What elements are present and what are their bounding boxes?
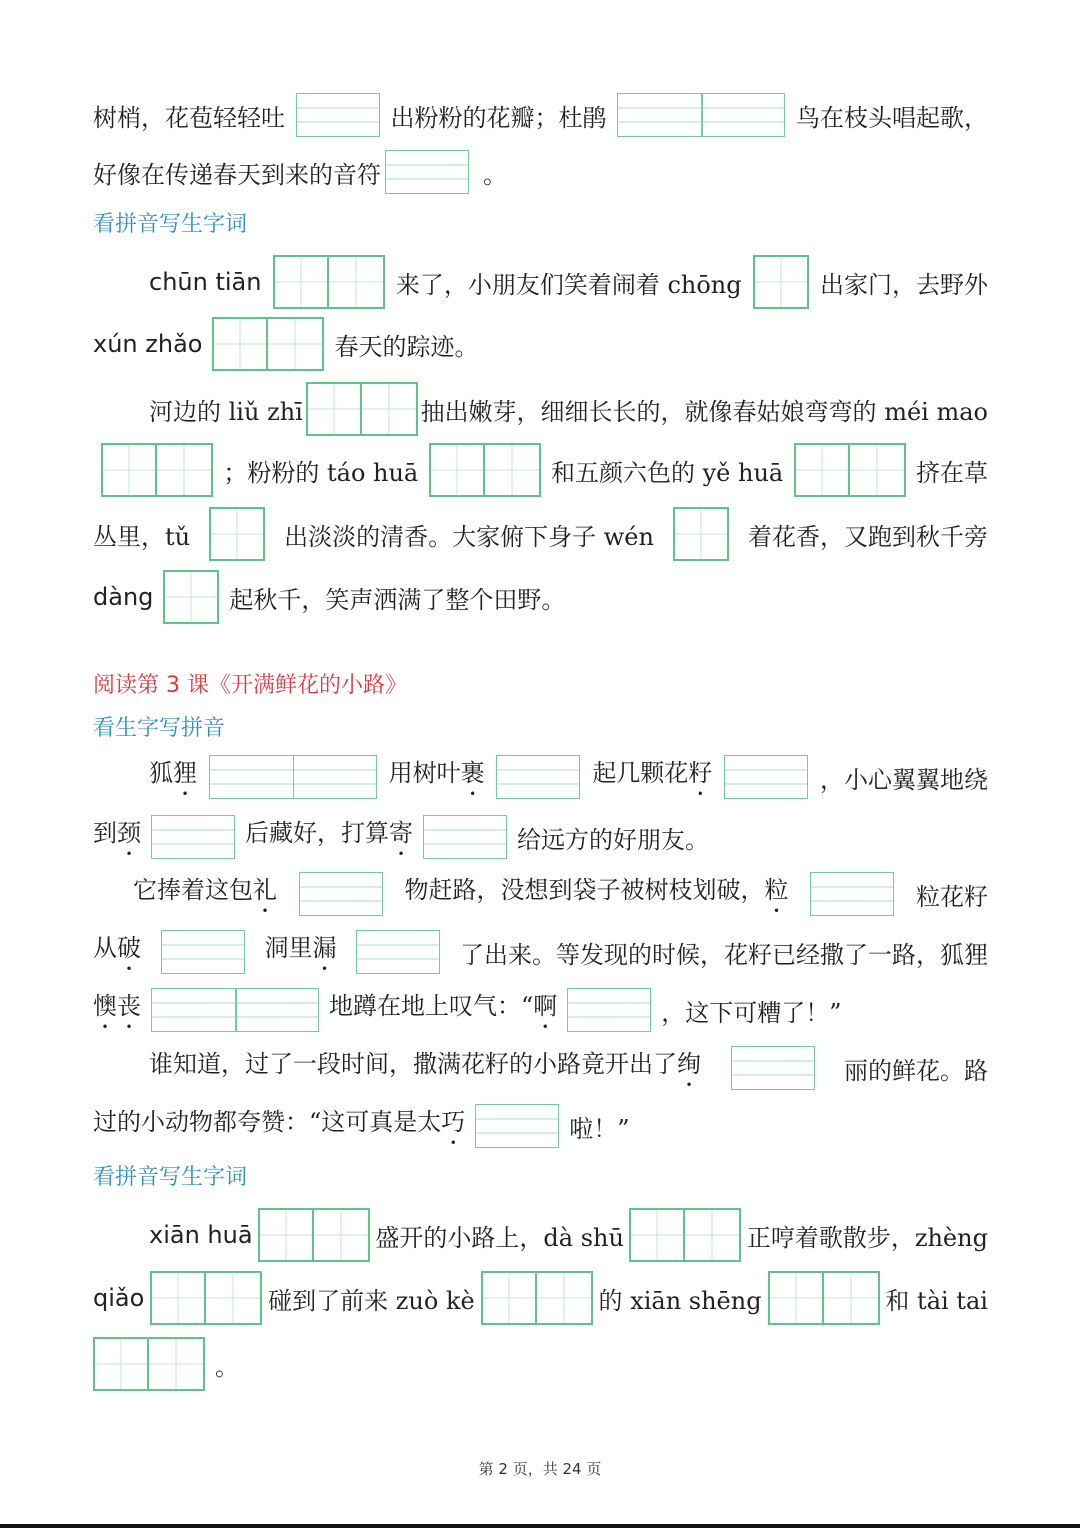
char-box[interactable] (629, 1208, 685, 1262)
sentence-line (93, 254, 988, 310)
target-char: 寄 (389, 819, 413, 847)
pinyin-prompt: qiǎo (93, 1284, 145, 1312)
sentence-line (93, 1270, 988, 1326)
text: 啦！” (569, 1114, 630, 1143)
sentence-line (93, 569, 988, 625)
char-grid[interactable] (209, 507, 265, 561)
pinyin-answer-box[interactable] (496, 755, 580, 799)
text: 抽出嫩芽，细细长长的，就像春姑娘弯弯的 méi mao (420, 397, 988, 426)
text: 着花香，又跑到秋千旁 (747, 522, 988, 551)
text: 的 xiān shēng (598, 1286, 762, 1315)
text: 碰到了前来 zuò kè (268, 1286, 475, 1315)
pinyin-prompt: xiān huā (149, 1221, 253, 1249)
text: 它捧着这包礼 (133, 876, 277, 904)
sentence-line (93, 1336, 988, 1392)
char-box[interactable] (685, 1208, 741, 1262)
char-grid[interactable] (212, 317, 324, 371)
char-box[interactable] (258, 1208, 314, 1262)
target-char: 狸 (173, 759, 197, 787)
target-char: 破 (117, 934, 141, 962)
char-grid[interactable] (258, 1208, 370, 1262)
sentence-line (93, 815, 988, 859)
char-box[interactable] (157, 443, 213, 497)
text: 来了，小朋友们笑着闹着 chōng (395, 270, 742, 299)
pinyin-answer-box[interactable] (161, 930, 245, 974)
text: 正哼着歌散步，zhèng (746, 1223, 988, 1252)
char-box[interactable] (314, 1208, 370, 1262)
text: ；粉粉的 táo huā (223, 458, 419, 487)
char-box[interactable] (93, 1337, 149, 1391)
char-box[interactable] (824, 1271, 880, 1325)
text: 好像在传递春天到来的音符 (93, 160, 381, 189)
pinyin-answer-box[interactable] (385, 150, 469, 194)
pinyin-answer-box[interactable] (567, 988, 651, 1032)
target-char: 颈 (117, 819, 141, 847)
text (93, 986, 141, 1034)
text: 盛开的小路上，dà shū (375, 1223, 624, 1252)
sentence-line (93, 1207, 988, 1263)
sentence-line (93, 1046, 988, 1090)
char-box[interactable] (481, 1271, 537, 1325)
char-box[interactable] (206, 1271, 262, 1325)
char-grid[interactable] (629, 1208, 741, 1262)
target-char: 丧 (117, 992, 141, 1020)
target-char: 懊 (93, 992, 117, 1020)
text: 起秋千，笑声洒满了整个田野。 (229, 585, 566, 614)
char-box[interactable] (212, 317, 268, 371)
target-char: 裹 (460, 759, 485, 787)
pinyin-answer-box[interactable] (423, 815, 507, 859)
target-char: 绚 (677, 1050, 701, 1078)
char-box[interactable] (163, 570, 219, 624)
text: 地蹲在地上叹气：“啊 (329, 992, 558, 1020)
char-grid[interactable] (481, 1271, 593, 1325)
char-box[interactable] (329, 255, 385, 309)
char-box[interactable] (273, 255, 329, 309)
char-grid[interactable] (306, 382, 418, 436)
char-box[interactable] (485, 443, 541, 497)
text: 从破 (93, 934, 141, 962)
text: 粒花籽 (916, 882, 988, 911)
text: 用树叶裹 (388, 759, 485, 787)
text: 河边的 liǔ zhī (149, 397, 303, 426)
sentence-line (93, 872, 988, 916)
text: 后藏好，打算寄 (245, 819, 413, 847)
text: 春天的踪迹。 (334, 332, 479, 361)
text: 过的小动物都夸赞：“这可真是太巧 (93, 1108, 466, 1136)
char-box[interactable] (850, 443, 906, 497)
char-box[interactable] (150, 1271, 206, 1325)
text: 和五颜六色的 yě huā (550, 458, 784, 487)
text: 鸟在枝头唱起歌， (796, 103, 988, 132)
text: 丛里，tǔ (93, 522, 191, 551)
pinyin-answer-box[interactable] (151, 988, 319, 1032)
sentence-line (93, 506, 988, 562)
pinyin-answer-box[interactable] (299, 872, 383, 916)
text: 了出来。等发现的时候，花籽已经撒了一路，狐狸 (460, 940, 988, 969)
text: 丽的鲜花。路 (844, 1056, 988, 1085)
text: 给远方的好朋友。 (517, 825, 709, 854)
pinyin-answer-box[interactable] (617, 93, 785, 137)
sentence-line (93, 93, 988, 137)
char-box[interactable] (673, 507, 729, 561)
text: 和 tài tai (885, 1286, 988, 1315)
text: 树梢，花苞轻轻吐 (93, 103, 285, 132)
text: 谁知道，过了一段时间，撒满花籽的小路竟开出了绚 (149, 1050, 701, 1078)
char-box[interactable] (429, 443, 485, 497)
char-box[interactable] (149, 1337, 205, 1391)
target-char: 巧 (441, 1108, 466, 1136)
sentence-line (93, 442, 988, 498)
pinyin-answer-box[interactable] (356, 930, 440, 974)
text: 到颈 (93, 819, 141, 847)
page-number: 第 2 页，共 24 页 (478, 1460, 602, 1478)
text: ，小心翼翼地绕 (819, 765, 988, 794)
sentence-line (93, 930, 988, 974)
text: 起几颗花籽 (592, 759, 713, 787)
char-grid[interactable] (101, 443, 213, 497)
pinyin-answer-box[interactable] (209, 755, 377, 799)
pinyin-answer-box[interactable] (731, 1046, 815, 1090)
char-grid[interactable] (429, 443, 541, 497)
text: 。 (483, 160, 507, 189)
text: 洞里漏 (264, 934, 337, 962)
sentence-line (93, 381, 988, 437)
char-grid[interactable] (163, 570, 219, 624)
lesson-title: 阅读第 3 课《开满鲜花的小路》 (93, 673, 407, 698)
char-grid[interactable] (794, 443, 906, 497)
text: 出淡淡的清香。大家俯下身子 wén (284, 522, 654, 551)
text: ，这下可糟了！” (661, 998, 842, 1027)
char-box[interactable] (768, 1271, 824, 1325)
text: 出家门，去野外 (820, 270, 988, 299)
pinyin-prompt: chūn tiān (149, 268, 262, 296)
char-box[interactable] (794, 443, 850, 497)
target-char: 粒 (764, 876, 789, 904)
text: 物赶路，没想到袋子被树枝划破，粒 (404, 876, 789, 904)
section-heading: 看生字写拼音 (93, 716, 226, 741)
text: 狐狸 (149, 759, 197, 787)
target-char: 礼 (253, 876, 277, 904)
sentence-line (93, 755, 988, 799)
char-grid[interactable] (93, 1337, 205, 1391)
sentence-line (93, 150, 988, 194)
char-box[interactable] (362, 382, 418, 436)
target-char: 籽 (688, 759, 713, 787)
sentence-line (93, 1104, 988, 1148)
pinyin-prompt: xún zhǎo (93, 330, 203, 358)
pinyin-answer-box[interactable] (296, 93, 380, 137)
target-char: 啊 (533, 992, 558, 1020)
char-box[interactable] (101, 443, 157, 497)
pinyin-answer-box[interactable] (475, 1104, 559, 1148)
char-box[interactable] (268, 317, 324, 371)
char-box[interactable] (537, 1271, 593, 1325)
text: 出粉粉的花瓣；杜鹃 (390, 103, 607, 132)
pinyin-prompt: dàng (93, 583, 154, 611)
text: 挤在草 (915, 458, 988, 487)
char-grid[interactable] (673, 507, 729, 561)
pinyin-answer-box[interactable] (810, 872, 894, 916)
char-grid[interactable] (768, 1271, 880, 1325)
section-heading: 看拼音写生字词 (93, 212, 248, 237)
bottom-border (0, 1524, 1080, 1528)
sentence-line (93, 316, 988, 372)
char-box[interactable] (209, 507, 265, 561)
section-heading: 看拼音写生字词 (93, 1165, 248, 1190)
pinyin-answer-box[interactable] (724, 755, 808, 799)
char-box[interactable] (306, 382, 362, 436)
char-box[interactable] (753, 255, 809, 309)
char-grid[interactable] (273, 255, 385, 309)
target-char: 漏 (312, 934, 337, 962)
pinyin-answer-box[interactable] (151, 815, 235, 859)
char-grid[interactable] (753, 255, 809, 309)
text: 。 (215, 1352, 239, 1381)
sentence-line (93, 988, 988, 1032)
char-grid[interactable] (150, 1271, 262, 1325)
